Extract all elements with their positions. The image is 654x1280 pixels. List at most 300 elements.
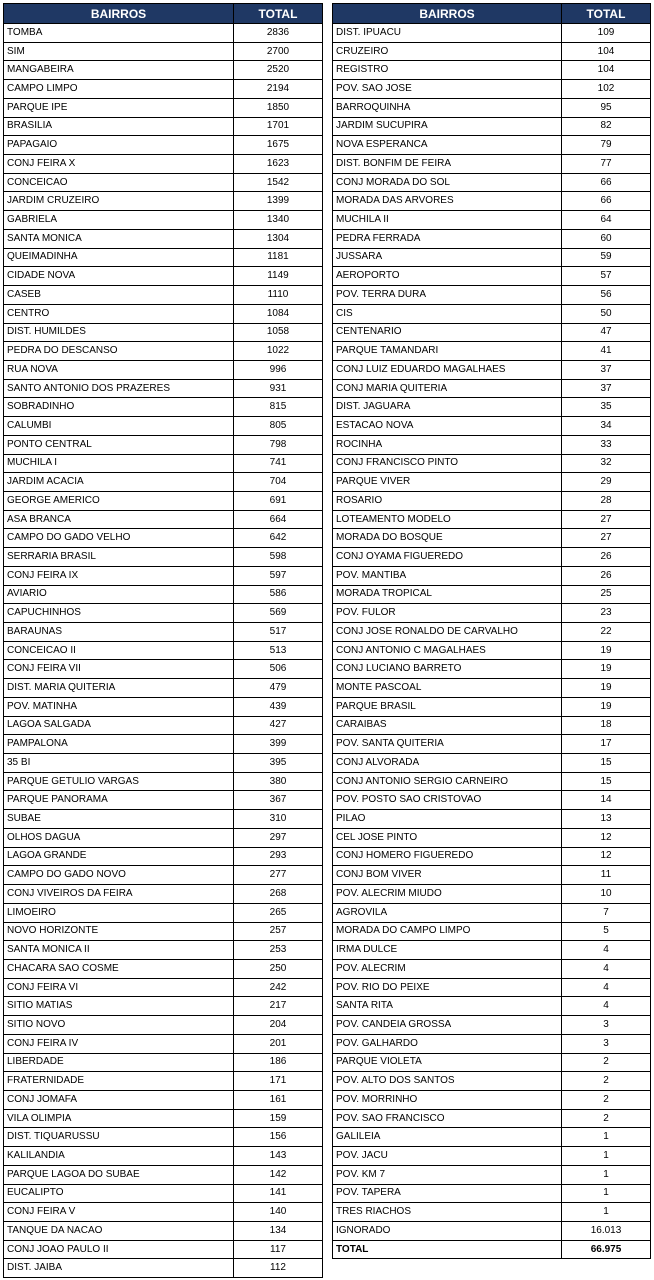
bairro-name: PARQUE TAMANDARI bbox=[333, 342, 562, 361]
bairro-total: 996 bbox=[234, 360, 323, 379]
bairro-total: 517 bbox=[234, 623, 323, 642]
bairro-total: 1 bbox=[562, 1203, 651, 1222]
bairro-name: PEDRA FERRADA bbox=[333, 229, 562, 248]
bairro-total: 25 bbox=[562, 585, 651, 604]
bairro-name: SERRARIA BRASIL bbox=[4, 548, 234, 567]
bairro-name: RUA NOVA bbox=[4, 360, 234, 379]
bairro-total: 265 bbox=[234, 903, 323, 922]
table-row bbox=[333, 903, 651, 922]
table-row bbox=[4, 978, 323, 997]
bairro-total: 22 bbox=[562, 623, 651, 642]
bairro-total: 1022 bbox=[234, 342, 323, 361]
bairro-total: 27 bbox=[562, 510, 651, 529]
bairro-name: BRASILIA bbox=[4, 117, 234, 136]
bairro-total: 242 bbox=[234, 978, 323, 997]
table-row bbox=[333, 735, 651, 754]
bairro-name: ESTACAO NOVA bbox=[333, 417, 562, 436]
bairro-total: 250 bbox=[234, 959, 323, 978]
bairro-name: JARDIM SUCUPIRA bbox=[333, 117, 562, 136]
bairro-name: CONJ JOMAFA bbox=[4, 1090, 234, 1109]
bairro-name: CONJ FRANCISCO PINTO bbox=[333, 454, 562, 473]
table-row bbox=[333, 959, 651, 978]
header-row bbox=[333, 4, 651, 24]
table-row bbox=[333, 1128, 651, 1147]
bairro-name: ASA BRANCA bbox=[4, 510, 234, 529]
table-row bbox=[4, 491, 323, 510]
bairro-total: 380 bbox=[234, 772, 323, 791]
table-row bbox=[4, 1147, 323, 1166]
table-row bbox=[4, 473, 323, 492]
bairro-total: 257 bbox=[234, 922, 323, 941]
bairro-total: 1084 bbox=[234, 304, 323, 323]
bairro-total: 134 bbox=[234, 1222, 323, 1241]
bairro-name: VILA OLIMPIA bbox=[4, 1109, 234, 1128]
bairro-total: 204 bbox=[234, 1016, 323, 1035]
bairro-name: OLHOS DAGUA bbox=[4, 828, 234, 847]
bairro-total: 60 bbox=[562, 229, 651, 248]
bairro-name: DIST. JAIBA bbox=[4, 1259, 234, 1278]
table-row bbox=[4, 267, 323, 286]
bairro-total: 26 bbox=[562, 566, 651, 585]
bairro-total: 77 bbox=[562, 155, 651, 174]
table-row bbox=[333, 828, 651, 847]
bairro-total: 1 bbox=[562, 1128, 651, 1147]
table-row bbox=[333, 660, 651, 679]
bairro-name: LIMOEIRO bbox=[4, 903, 234, 922]
bairro-name: SUBAE bbox=[4, 810, 234, 829]
bairro-total: 117 bbox=[234, 1240, 323, 1259]
bairro-name: POV. ALECRIM MIUDO bbox=[333, 885, 562, 904]
bairro-total: 161 bbox=[234, 1090, 323, 1109]
bairro-name: CAMPO DO GADO NOVO bbox=[4, 866, 234, 885]
bairro-name: CONJ JOSE RONALDO DE CARVALHO bbox=[333, 623, 562, 642]
bairro-name: PARQUE GETULIO VARGAS bbox=[4, 772, 234, 791]
bairro-name: CAMPO DO GADO VELHO bbox=[4, 529, 234, 548]
bairro-name: REGISTRO bbox=[333, 61, 562, 80]
bairro-name: PARQUE LAGOA DO SUBAE bbox=[4, 1165, 234, 1184]
table-row bbox=[333, 548, 651, 567]
table-row bbox=[333, 1222, 651, 1241]
table-row bbox=[333, 623, 651, 642]
bairro-name: CONJ FEIRA X bbox=[4, 155, 234, 174]
bairro-name: PAPAGAIO bbox=[4, 136, 234, 155]
header-bairros: BAIRROS bbox=[333, 4, 562, 24]
table-row bbox=[333, 866, 651, 885]
bairro-name: TANQUE DA NACAO bbox=[4, 1222, 234, 1241]
bairro-name: CONJ ALVORADA bbox=[333, 754, 562, 773]
bairro-total: 741 bbox=[234, 454, 323, 473]
table-row bbox=[4, 211, 323, 230]
bairro-total: 64 bbox=[562, 211, 651, 230]
bairro-total: 931 bbox=[234, 379, 323, 398]
bairro-total: 33 bbox=[562, 435, 651, 454]
bairro-total: 79 bbox=[562, 136, 651, 155]
bairro-total: 12 bbox=[562, 828, 651, 847]
bairro-total: 7 bbox=[562, 903, 651, 922]
bairro-total: 34 bbox=[562, 417, 651, 436]
bairro-total: 367 bbox=[234, 791, 323, 810]
table-row bbox=[4, 941, 323, 960]
table-row bbox=[333, 697, 651, 716]
bairro-total: 109 bbox=[562, 24, 651, 43]
bairro-total: 691 bbox=[234, 491, 323, 510]
right-table bbox=[332, 3, 651, 1259]
bairro-name: PARQUE BRASIL bbox=[333, 697, 562, 716]
bairro-total: 159 bbox=[234, 1109, 323, 1128]
bairro-total: 35 bbox=[562, 398, 651, 417]
bairro-name: FRATERNIDADE bbox=[4, 1072, 234, 1091]
bairro-name: TOMBA bbox=[4, 24, 234, 43]
bairro-total: 18 bbox=[562, 716, 651, 735]
table-row bbox=[333, 1053, 651, 1072]
table-row bbox=[333, 679, 651, 698]
header-row bbox=[4, 4, 323, 24]
bairro-total: 642 bbox=[234, 529, 323, 548]
bairro-name: PARQUE PANORAMA bbox=[4, 791, 234, 810]
bairro-name: CONJ JOAO PAULO II bbox=[4, 1240, 234, 1259]
bairro-total: 1675 bbox=[234, 136, 323, 155]
bairro-name: CONJ FEIRA IV bbox=[4, 1034, 234, 1053]
table-row bbox=[333, 885, 651, 904]
bairro-name: KALILANDIA bbox=[4, 1147, 234, 1166]
bairro-name: SIM bbox=[4, 42, 234, 61]
bairro-name: AVIARIO bbox=[4, 585, 234, 604]
bairro-name: PARQUE IPE bbox=[4, 98, 234, 117]
bairro-name: DIST. IPUACU bbox=[333, 24, 562, 43]
bairro-total: 506 bbox=[234, 660, 323, 679]
bairro-name: ROSARIO bbox=[333, 491, 562, 510]
table-row bbox=[333, 510, 651, 529]
bairro-total: 2700 bbox=[234, 42, 323, 61]
bairro-total: 2 bbox=[562, 1109, 651, 1128]
bairro-name: POV. POSTO SAO CRISTOVAO bbox=[333, 791, 562, 810]
bairro-total: 10 bbox=[562, 885, 651, 904]
table-row bbox=[4, 1203, 323, 1222]
bairro-total: 140 bbox=[234, 1203, 323, 1222]
bairro-total: 59 bbox=[562, 248, 651, 267]
bairro-total: 805 bbox=[234, 417, 323, 436]
table-row bbox=[4, 660, 323, 679]
bairro-name: CONJ VIVEIROS DA FEIRA bbox=[4, 885, 234, 904]
table-row bbox=[333, 1147, 651, 1166]
table-row bbox=[4, 885, 323, 904]
bairro-total: 1181 bbox=[234, 248, 323, 267]
table-row bbox=[333, 978, 651, 997]
bairro-total: 156 bbox=[234, 1128, 323, 1147]
bairro-total: 11 bbox=[562, 866, 651, 885]
bairro-name: SANTO ANTONIO DOS PRAZERES bbox=[4, 379, 234, 398]
table-row bbox=[333, 791, 651, 810]
bairro-total: 3 bbox=[562, 1034, 651, 1053]
table-row bbox=[4, 304, 323, 323]
bairro-name: CONJ FEIRA VII bbox=[4, 660, 234, 679]
table-row bbox=[4, 585, 323, 604]
bairro-total: 1701 bbox=[234, 117, 323, 136]
bairro-name: PILAO bbox=[333, 810, 562, 829]
bairro-total: 66 bbox=[562, 173, 651, 192]
table-row bbox=[4, 735, 323, 754]
bairro-total: 1850 bbox=[234, 98, 323, 117]
bairro-total: 4 bbox=[562, 997, 651, 1016]
bairro-total: 41 bbox=[562, 342, 651, 361]
table-row bbox=[4, 435, 323, 454]
table-row bbox=[4, 959, 323, 978]
right-table-body bbox=[333, 24, 651, 1241]
table-row bbox=[333, 1184, 651, 1203]
table-row bbox=[333, 286, 651, 305]
bairro-name: PARQUE VIOLETA bbox=[333, 1053, 562, 1072]
total-label: TOTAL bbox=[333, 1240, 562, 1259]
bairro-total: 427 bbox=[234, 716, 323, 735]
bairro-total: 479 bbox=[234, 679, 323, 698]
bairro-name: DIST. HUMILDES bbox=[4, 323, 234, 342]
bairro-name: CENTRO bbox=[4, 304, 234, 323]
bairro-name: NOVO HORIZONTE bbox=[4, 922, 234, 941]
table-row bbox=[333, 566, 651, 585]
bairro-name: CONJ FEIRA VI bbox=[4, 978, 234, 997]
bairro-name: AGROVILA bbox=[333, 903, 562, 922]
bairro-name: JARDIM ACACIA bbox=[4, 473, 234, 492]
table-row bbox=[4, 1053, 323, 1072]
table-row bbox=[4, 286, 323, 305]
bairro-name: CAMPO LIMPO bbox=[4, 80, 234, 99]
table-row bbox=[4, 248, 323, 267]
table-row bbox=[4, 548, 323, 567]
bairro-total: 56 bbox=[562, 286, 651, 305]
table-row bbox=[333, 229, 651, 248]
bairro-name: CEL JOSE PINTO bbox=[333, 828, 562, 847]
bairro-total: 50 bbox=[562, 304, 651, 323]
table-row bbox=[4, 716, 323, 735]
bairro-total: 16.013 bbox=[562, 1222, 651, 1241]
table-row bbox=[4, 229, 323, 248]
table-row bbox=[333, 98, 651, 117]
table-row bbox=[4, 529, 323, 548]
table-row bbox=[333, 454, 651, 473]
table-row bbox=[333, 417, 651, 436]
bairro-name: EUCALIPTO bbox=[4, 1184, 234, 1203]
table-row bbox=[333, 473, 651, 492]
table-row bbox=[4, 192, 323, 211]
bairro-total: 201 bbox=[234, 1034, 323, 1053]
table-row bbox=[4, 847, 323, 866]
bairro-name: MUCHILA II bbox=[333, 211, 562, 230]
bairro-total: 2 bbox=[562, 1090, 651, 1109]
bairro-name: CASEB bbox=[4, 286, 234, 305]
bairro-name: MANGABEIRA bbox=[4, 61, 234, 80]
table-row bbox=[333, 248, 651, 267]
bairro-name: SOBRADINHO bbox=[4, 398, 234, 417]
bairro-total: 112 bbox=[234, 1259, 323, 1278]
bairro-name: SANTA MONICA II bbox=[4, 941, 234, 960]
bairro-name: POV. MATINHA bbox=[4, 697, 234, 716]
bairro-name: MONTE PASCOAL bbox=[333, 679, 562, 698]
table-row bbox=[4, 136, 323, 155]
bairro-total: 29 bbox=[562, 473, 651, 492]
bairro-name: LAGOA GRANDE bbox=[4, 847, 234, 866]
bairro-name: DIST. JAGUARA bbox=[333, 398, 562, 417]
bairro-name: JUSSARA bbox=[333, 248, 562, 267]
bairro-total: 297 bbox=[234, 828, 323, 847]
bairro-total: 798 bbox=[234, 435, 323, 454]
bairro-total: 277 bbox=[234, 866, 323, 885]
total-value: 66.975 bbox=[562, 1240, 651, 1259]
bairro-total: 310 bbox=[234, 810, 323, 829]
table-row bbox=[333, 1203, 651, 1222]
table-row bbox=[333, 1072, 651, 1091]
bairro-total: 19 bbox=[562, 641, 651, 660]
header-bairros: BAIRROS bbox=[4, 4, 234, 24]
bairro-name: SANTA MONICA bbox=[4, 229, 234, 248]
table-row bbox=[333, 1090, 651, 1109]
left-table bbox=[3, 3, 323, 1278]
table-row bbox=[333, 997, 651, 1016]
bairro-total: 3 bbox=[562, 1016, 651, 1035]
table-row bbox=[4, 866, 323, 885]
table-row bbox=[4, 772, 323, 791]
bairro-name: POV. CANDEIA GROSSA bbox=[333, 1016, 562, 1035]
bairro-name: BARROQUINHA bbox=[333, 98, 562, 117]
table-row bbox=[333, 754, 651, 773]
bairro-total: 2194 bbox=[234, 80, 323, 99]
bairro-total: 268 bbox=[234, 885, 323, 904]
table-row bbox=[333, 398, 651, 417]
bairro-total: 2 bbox=[562, 1072, 651, 1091]
table-row bbox=[333, 435, 651, 454]
table-row bbox=[4, 623, 323, 642]
bairro-total: 66 bbox=[562, 192, 651, 211]
bairro-name: POV. SANTA QUITERIA bbox=[333, 735, 562, 754]
table-row bbox=[4, 24, 323, 43]
table-row bbox=[333, 24, 651, 43]
table-row bbox=[4, 155, 323, 174]
bairro-total: 1340 bbox=[234, 211, 323, 230]
bairro-name: SITIO MATIAS bbox=[4, 997, 234, 1016]
table-row bbox=[333, 155, 651, 174]
table-row bbox=[4, 1184, 323, 1203]
table-row bbox=[333, 1034, 651, 1053]
bairro-name: POV. JACU bbox=[333, 1147, 562, 1166]
bairro-name: IGNORADO bbox=[333, 1222, 562, 1241]
table-row bbox=[333, 211, 651, 230]
bairro-total: 171 bbox=[234, 1072, 323, 1091]
table-row bbox=[4, 80, 323, 99]
bairro-total: 37 bbox=[562, 360, 651, 379]
table-row bbox=[4, 697, 323, 716]
bairro-total: 27 bbox=[562, 529, 651, 548]
table-row bbox=[4, 1240, 323, 1259]
table-row bbox=[333, 342, 651, 361]
bairro-name: CENTENARIO bbox=[333, 323, 562, 342]
bairro-name: POV. ALECRIM bbox=[333, 959, 562, 978]
bairro-name: DIST. TIQUARUSSU bbox=[4, 1128, 234, 1147]
bairro-name: LAGOA SALGADA bbox=[4, 716, 234, 735]
bairro-name: PONTO CENTRAL bbox=[4, 435, 234, 454]
total-row bbox=[333, 1240, 651, 1259]
bairro-total: 1 bbox=[562, 1184, 651, 1203]
bairro-total: 37 bbox=[562, 379, 651, 398]
bairro-name: PARQUE VIVER bbox=[333, 473, 562, 492]
bairro-name: CRUZEIRO bbox=[333, 42, 562, 61]
bairro-name: CARAIBAS bbox=[333, 716, 562, 735]
bairro-total: 1542 bbox=[234, 173, 323, 192]
table-row bbox=[333, 379, 651, 398]
bairro-total: 104 bbox=[562, 42, 651, 61]
bairro-total: 586 bbox=[234, 585, 323, 604]
bairro-total: 2836 bbox=[234, 24, 323, 43]
bairro-total: 293 bbox=[234, 847, 323, 866]
table-row bbox=[4, 323, 323, 342]
bairro-name: CONJ ANTONIO SERGIO CARNEIRO bbox=[333, 772, 562, 791]
bairro-total: 5 bbox=[562, 922, 651, 941]
bairro-name: POV. GALHARDO bbox=[333, 1034, 562, 1053]
bairro-name: GABRIELA bbox=[4, 211, 234, 230]
bairro-name: MORADA TROPICAL bbox=[333, 585, 562, 604]
bairro-total: 19 bbox=[562, 660, 651, 679]
bairro-name: CONJ FEIRA V bbox=[4, 1203, 234, 1222]
table-row bbox=[4, 1109, 323, 1128]
bairro-total: 12 bbox=[562, 847, 651, 866]
bairro-total: 57 bbox=[562, 267, 651, 286]
table-row bbox=[333, 42, 651, 61]
table-row bbox=[333, 304, 651, 323]
bairro-total: 32 bbox=[562, 454, 651, 473]
table-row bbox=[4, 1016, 323, 1035]
bairro-name: TRES RIACHOS bbox=[333, 1203, 562, 1222]
bairro-total: 2 bbox=[562, 1053, 651, 1072]
bairro-total: 1110 bbox=[234, 286, 323, 305]
bairro-total: 569 bbox=[234, 604, 323, 623]
bairro-name: CONJ HOMERO FIGUEREDO bbox=[333, 847, 562, 866]
bairro-name: CIDADE NOVA bbox=[4, 267, 234, 286]
bairro-name: CONJ ANTONIO C MAGALHAES bbox=[333, 641, 562, 660]
table-row bbox=[333, 529, 651, 548]
bairro-name: CALUMBI bbox=[4, 417, 234, 436]
bairro-total: 26 bbox=[562, 548, 651, 567]
table-row bbox=[4, 98, 323, 117]
table-row bbox=[333, 922, 651, 941]
bairro-name: AEROPORTO bbox=[333, 267, 562, 286]
bairro-name: QUEIMADINHA bbox=[4, 248, 234, 267]
table-row bbox=[333, 491, 651, 510]
table-row bbox=[4, 1222, 323, 1241]
bairro-total: 439 bbox=[234, 697, 323, 716]
bairro-total: 1399 bbox=[234, 192, 323, 211]
table-row bbox=[4, 417, 323, 436]
table-row bbox=[4, 566, 323, 585]
bairro-total: 4 bbox=[562, 978, 651, 997]
table-row bbox=[333, 847, 651, 866]
bairro-name: DIST. BONFIM DE FEIRA bbox=[333, 155, 562, 174]
bairro-total: 4 bbox=[562, 941, 651, 960]
left-table-body bbox=[4, 24, 323, 1278]
table-row bbox=[4, 1072, 323, 1091]
bairro-name: MUCHILA I bbox=[4, 454, 234, 473]
bairro-name: MORADA DO CAMPO LIMPO bbox=[333, 922, 562, 941]
table-row bbox=[333, 604, 651, 623]
bairro-name: LIBERDADE bbox=[4, 1053, 234, 1072]
table-row bbox=[4, 398, 323, 417]
table-row bbox=[4, 997, 323, 1016]
bairro-name: CONJ FEIRA IX bbox=[4, 566, 234, 585]
bairro-total: 664 bbox=[234, 510, 323, 529]
bairro-name: MORADA DAS ARVORES bbox=[333, 192, 562, 211]
bairro-total: 597 bbox=[234, 566, 323, 585]
table-row bbox=[4, 173, 323, 192]
bairro-total: 395 bbox=[234, 754, 323, 773]
bairro-name: JARDIM CRUZEIRO bbox=[4, 192, 234, 211]
bairro-name: POV. TERRA DURA bbox=[333, 286, 562, 305]
